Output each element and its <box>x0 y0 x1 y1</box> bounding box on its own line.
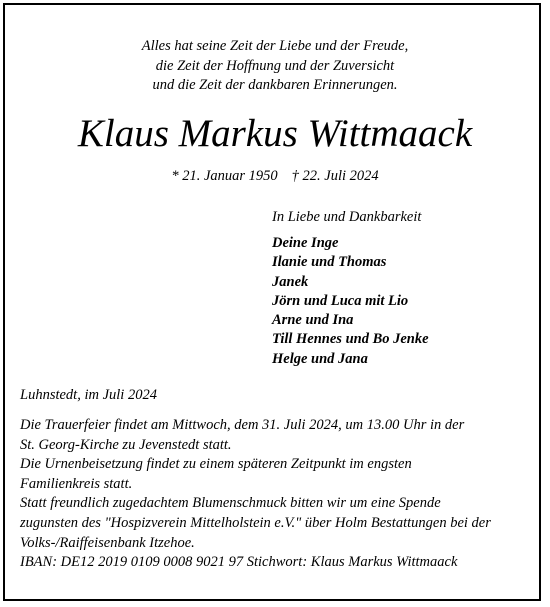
details-line: zugunsten des "Hospizverein Mittelholstein e.V." über Holm Bestattungen bei der <box>20 514 491 531</box>
details-line: IBAN: DE12 2019 0109 0008 9021 97 Stichwort: Klaus Markus Wittmaack <box>20 554 458 571</box>
details-line: Die Urnenbeisetzung findet zu einem späteren Zeitpunkt im engsten <box>20 456 412 473</box>
mourner-name: Helge und Jana <box>272 350 368 367</box>
mourner-name: Ilanie und Thomas <box>272 254 387 271</box>
details-line: Statt freundlich zugedachtem Blumenschmuck bitten wir um eine Spende <box>20 495 441 512</box>
funeral-details <box>20 416 491 573</box>
mourner-name: Jörn und Luca mit Lio <box>272 292 409 309</box>
mourners-list <box>272 234 429 369</box>
deceased-name: Klaus Markus Wittmaack <box>77 112 473 155</box>
details-line: St. Georg-Kirche zu Jevenstedt statt. <box>20 436 232 453</box>
mourners-intro: In Liebe und Dankbarkeit <box>272 209 422 225</box>
details-line: Familienkreis statt. <box>20 475 133 492</box>
details-line: Volks-/Raiffeisenbank Itzehoe. <box>20 534 195 551</box>
death-date: † 22. Juli 2024 <box>291 168 379 184</box>
quote-line: Alles hat seine Zeit der Liebe und der Freude, <box>141 38 409 54</box>
life-dates <box>0 166 550 186</box>
quote-line: die Zeit der Hoffnung und der Zuversicht <box>155 57 395 74</box>
quote-line: und die Zeit der dankbaren Erinnerungen. <box>152 77 398 93</box>
mourner-name: Deine Inge <box>272 235 339 251</box>
details-line: Die Trauerfeier findet am Mittwoch, dem 31. Juli 2024, um 13.00 Uhr in der <box>20 417 465 433</box>
birth-date: * 21. Januar 1950 <box>171 168 278 184</box>
place-and-date: Luhnstedt, im Juli 2024 <box>20 387 157 403</box>
opening-quote <box>0 37 550 96</box>
mourner-name: Arne und Ina <box>272 312 354 329</box>
mourner-name: Janek <box>272 273 309 290</box>
mourner-name: Till Hennes und Bo Jenke <box>272 331 429 348</box>
